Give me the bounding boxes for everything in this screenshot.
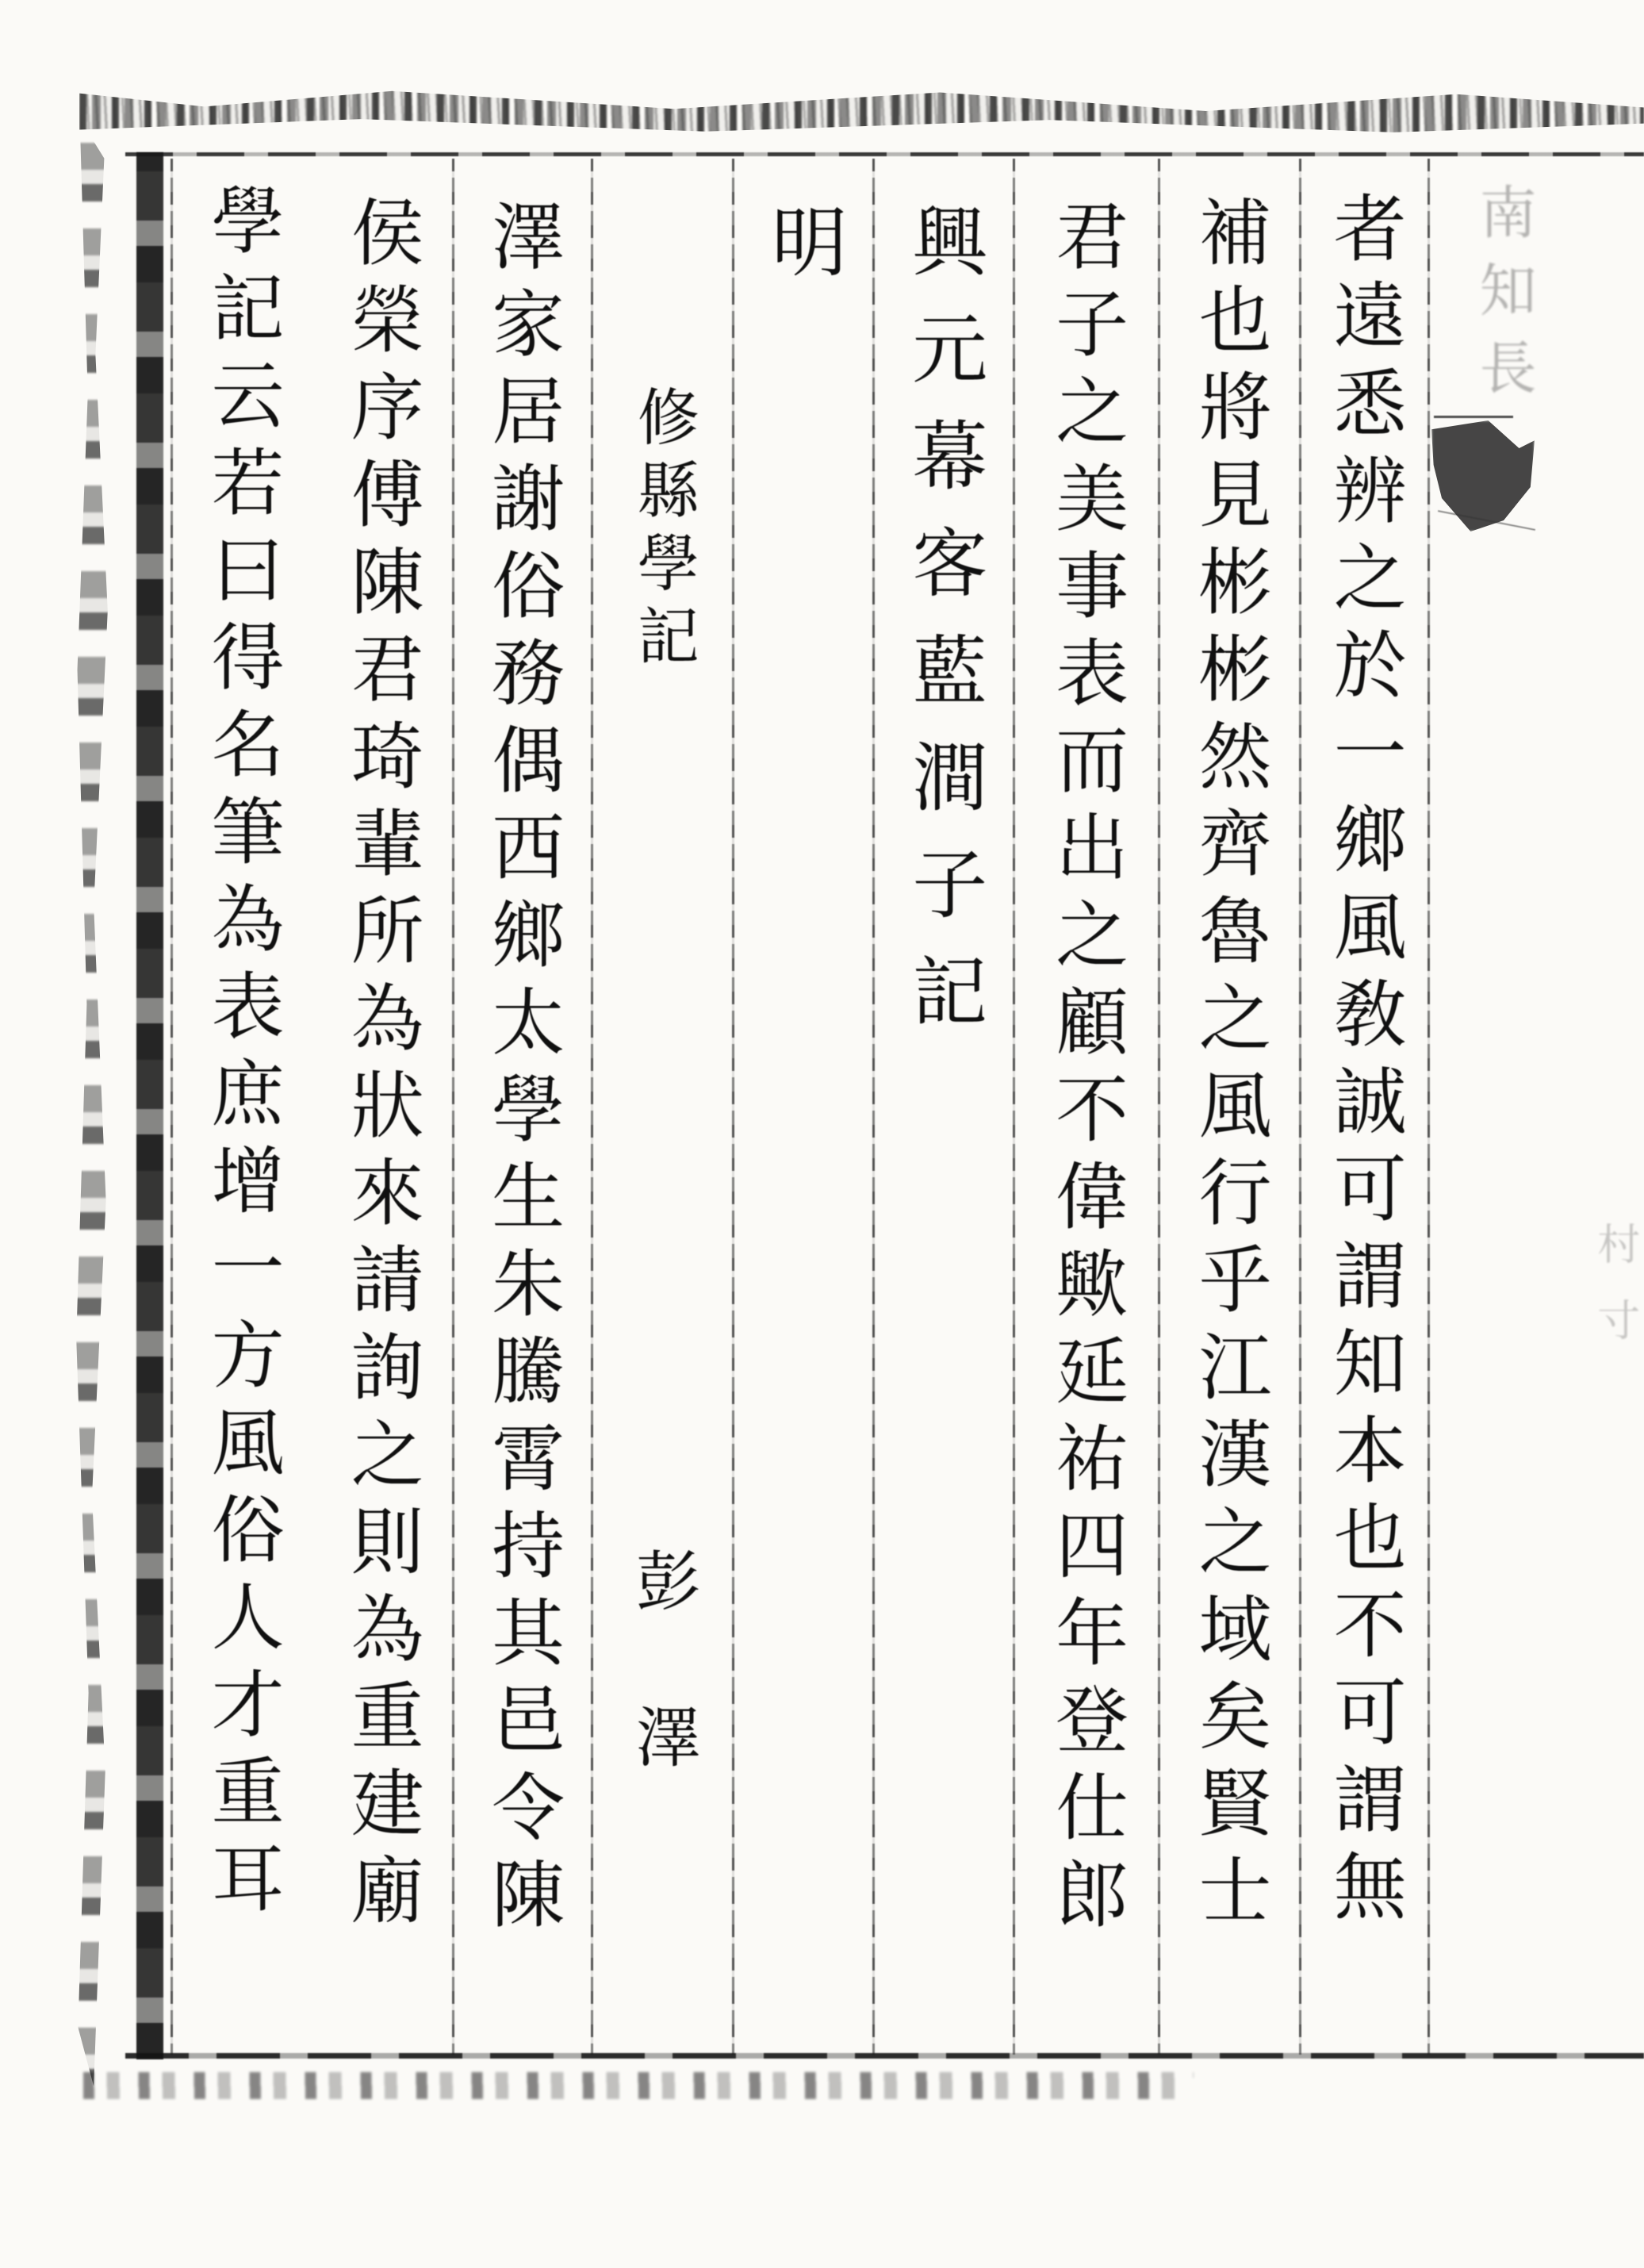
- column-text: 澤家居謝俗務偶西鄉太學生朱騰霄持其邑令陳: [480, 198, 565, 1944]
- column-text: 君子之美事表而出之顧不偉歟延祐四年登仕郎: [1044, 198, 1129, 1944]
- page-frame-top: [125, 152, 1644, 156]
- spine-fragment-text: 南知長: [1470, 182, 1537, 416]
- text-column-7: [454, 159, 591, 2055]
- torn-edge-top: [79, 89, 1644, 133]
- torn-edge-left: [75, 119, 109, 2086]
- text-column-2: [1159, 159, 1299, 2055]
- column-divider: [171, 159, 173, 2055]
- text-column-4-signature: [874, 159, 1013, 2055]
- dynasty-heading: 明: [759, 202, 849, 293]
- text-column-3: [1014, 159, 1158, 2055]
- column-divider: [1427, 159, 1430, 2055]
- column-text: 者遠悉辨之於一鄉風敎誠可謂知本也不可謂無: [1321, 190, 1407, 1936]
- entry-title: 修縣學記: [627, 385, 699, 677]
- text-column-1: [1301, 159, 1427, 2055]
- column-text: 補也將見彬彬然齊魯之風行乎江漢之域矣賢士: [1186, 194, 1272, 1940]
- text-column-9: [174, 159, 309, 2055]
- column-text: 興元幕客藍澗子記: [899, 202, 987, 1059]
- margin-marks: [1588, 1222, 1643, 1428]
- author-name: 彭澤: [625, 1547, 701, 1859]
- margin-mark-text: 村寸: [1590, 1222, 1641, 1374]
- text-column-8: [311, 159, 452, 2055]
- bottom-edge-smudge: [83, 2072, 1194, 2099]
- column-text: 侯榮序傅陳君琦輩所為狀來請詢之則為重建廟: [339, 194, 424, 1940]
- author-name-block: [592, 1547, 732, 1991]
- page-frame-left: [136, 152, 163, 2059]
- column-text: 學記云若曰得名筆為表庶增一方風俗人才重耳: [199, 182, 285, 1928]
- spine-title-fragments: [1463, 182, 1542, 516]
- dynasty-heading-column: [734, 159, 872, 2055]
